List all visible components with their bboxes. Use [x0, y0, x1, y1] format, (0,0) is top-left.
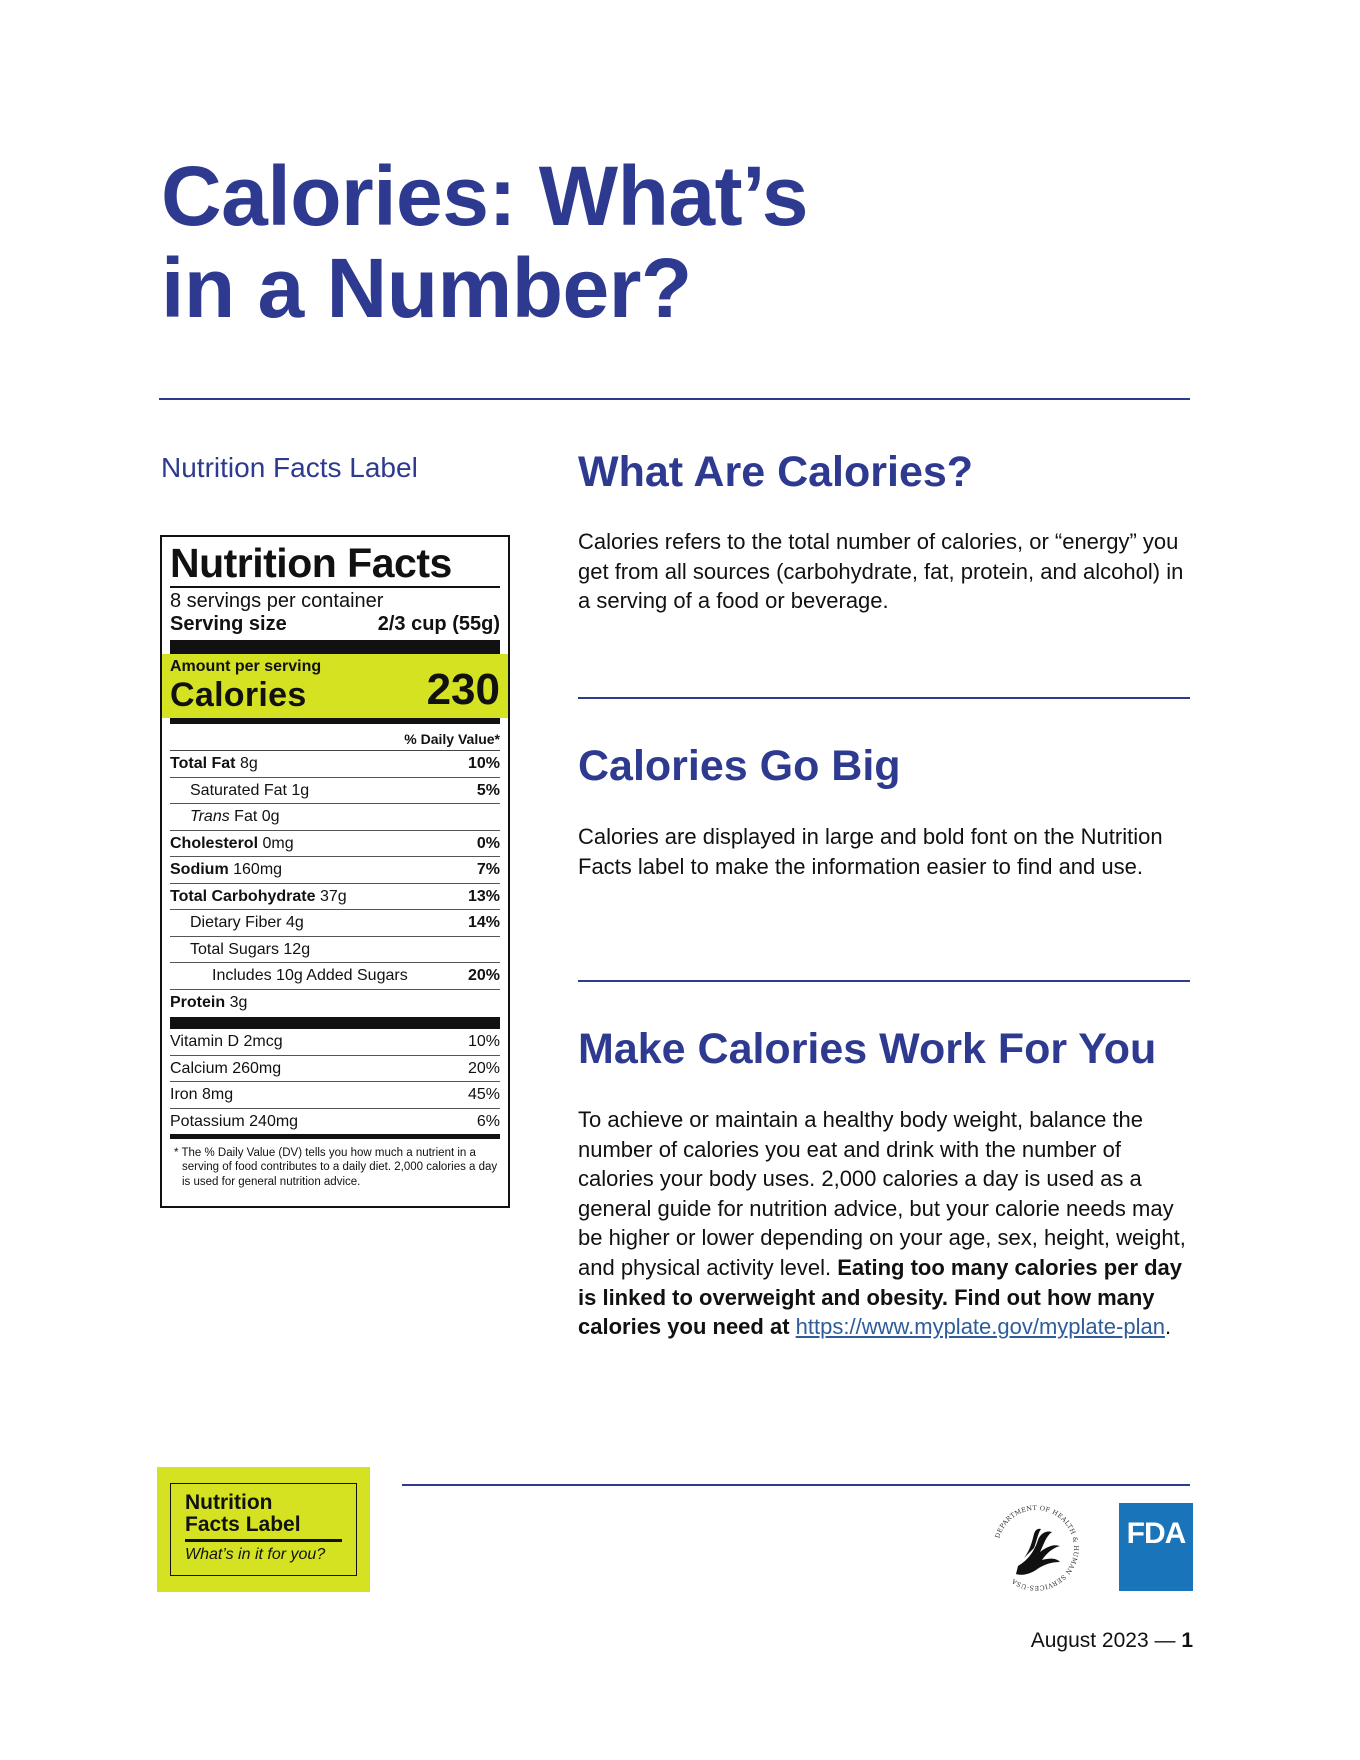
label-divider — [170, 586, 500, 588]
nutrient-row-saturated-fat: Saturated Fat 1g 5% — [170, 778, 500, 805]
badge-line2: Facts Label — [185, 1513, 301, 1536]
label-heading: Nutrition Facts — [170, 540, 452, 586]
section-text-end: . — [1164, 1314, 1172, 1340]
section-heading-calories-go-big: Calories Go Big — [578, 742, 901, 790]
serving-size — [170, 613, 500, 635]
vitamin-row-iron: Iron 8mg 45% — [170, 1082, 500, 1109]
serving-size-label: Serving size — [170, 613, 287, 635]
nutrient-row-total-sugars: Total Sugars 12g — [170, 937, 500, 964]
nutrient-row-added-sugars: Includes 10g Added Sugars 20% — [170, 963, 500, 990]
section-text-what-are-calories: Calories refers to the total number of calories, or “energy” you get from all sources (carbohydrate, fat, protein, and alcohol) in a serving of a food or beverage. — [578, 529, 1184, 614]
page-footer — [1031, 1629, 1193, 1653]
section-text-body: To achieve or maintain a healthy body weight, balance the number of calories you eat and drink with the number of calories your body uses. 2,000 calories a day is used as a general guide for nutrition advice, but your calorie needs may be higher or lower depending on your age, sex, height, weight, and physical activity level. — [578, 1107, 1186, 1280]
section-text-calories-go-big: Calories are displayed in large and bold font on the Nutrition Facts label to make the information easier to find and use. — [578, 824, 1163, 879]
calories-value: 230 — [426, 665, 500, 714]
hhs-seal-text: DEPARTMENT OF HEALTH & HUMAN SERVICES·USA — [993, 1503, 1081, 1593]
page-title-line2: in a Number? — [161, 241, 692, 335]
section-text-make-calories-work — [578, 1105, 1193, 1342]
calories-label: Calories — [170, 676, 307, 714]
badge-line1: Nutrition — [185, 1491, 273, 1514]
hhs-seal-icon — [988, 1500, 1084, 1596]
nutrient-row-trans-fat: Trans Fat 0g — [170, 804, 500, 831]
nutrition-caption: Nutrition Facts Label — [161, 452, 418, 483]
vitamin-row-potassium: Potassium 240mg 6% — [170, 1109, 500, 1139]
nutrient-row-total-fat: Total Fat 8g 10% — [170, 751, 500, 778]
section-divider-2 — [578, 980, 1190, 982]
vitamin-bar — [170, 1017, 500, 1029]
nutrition-facts-label — [160, 535, 510, 1208]
myplate-link[interactable]: https://www.myplate.gov/myplate-plan — [795, 1314, 1165, 1340]
badge-underline — [185, 1539, 342, 1542]
daily-value-header: % Daily Value* — [170, 724, 500, 751]
calories-highlight — [162, 654, 508, 718]
label-thick-bar — [170, 640, 500, 654]
section-heading-what-are-calories: What Are Calories? — [578, 448, 974, 496]
nutrient-row-cholesterol: Cholesterol 0mg 0% — [170, 831, 500, 858]
page-number: 1 — [1181, 1629, 1193, 1652]
fda-logo: FDA — [1119, 1503, 1193, 1591]
page-title — [161, 150, 808, 334]
vitamin-row-vitamin-d: Vitamin D 2mcg 10% — [170, 1029, 500, 1056]
section-text-emphasis: Eating too many calories per day is linked to overweight and obesity. Find out how many calories you need at — [578, 1254, 1183, 1340]
nutrient-row-protein: Protein 3g — [170, 993, 248, 1011]
nutrient-row-sodium: Sodium 160mg 7% — [170, 857, 500, 884]
title-divider — [159, 398, 1190, 400]
page-title-line1: Calories: What’s — [161, 149, 809, 243]
section-divider-1 — [578, 697, 1190, 699]
servings-per-container: 8 servings per container — [170, 590, 384, 612]
badge-subtitle: What’s in it for you? — [185, 1546, 326, 1563]
nutrient-row-total-carbohydrate: Total Carbohydrate 37g 13% — [170, 884, 500, 911]
nutrient-row-dietary-fiber: Dietary Fiber 4g 14% — [170, 910, 500, 937]
nutrition-facts-badge — [157, 1467, 370, 1592]
section-heading-make-calories-work: Make Calories Work For You — [578, 1025, 1157, 1073]
vitamin-row-calcium: Calcium 260mg 20% — [170, 1056, 500, 1083]
footer-divider — [402, 1484, 1190, 1486]
serving-size-value: 2/3 cup (55g) — [377, 613, 500, 635]
footer-date: August 2023 — — [1030, 1629, 1176, 1652]
amount-per-serving: Amount per serving — [170, 658, 322, 675]
label-footnote: * The % Daily Value (DV) tells you how much a nutrient in a serving of food contributes to a daily diet. 2,000 calories a day is used for general nutrition advice. — [174, 1146, 498, 1188]
